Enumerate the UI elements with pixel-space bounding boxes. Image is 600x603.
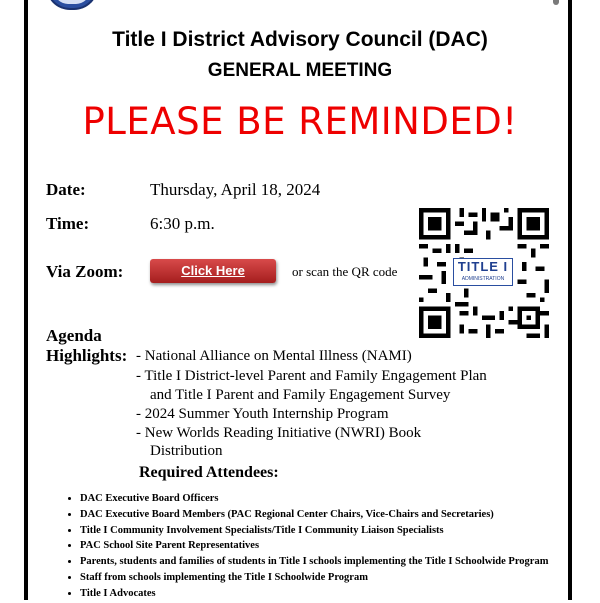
agenda-label: Agenda — [46, 326, 102, 345]
attendee-item: • Title I Advocates — [80, 587, 580, 600]
date-label: Date: — [46, 180, 86, 199]
time-label: Time: — [46, 214, 90, 233]
date-value: Thursday, April 18, 2024 — [150, 180, 321, 199]
agenda-item-continued: Distribution — [150, 443, 223, 459]
page-title: Title I District Advisory Council (DAC) — [112, 28, 488, 51]
page-subtitle: GENERAL MEETING — [207, 60, 393, 81]
agenda-item: - New Worlds Reading Initiative (NWRI) Book — [136, 425, 422, 441]
required-attendees-heading: Required Attendees: — [139, 464, 279, 481]
title-i-administration-logo: TITLE I ADMINISTRATION — [453, 258, 513, 286]
agenda-item: - Title I District-level Parent and Family Engagement Plan — [136, 368, 487, 384]
zoom-label: Via Zoom: — [46, 262, 124, 281]
time-value: 6:30 p.m. — [150, 214, 215, 233]
zoom-click-here-button[interactable]: Click Here — [150, 259, 276, 283]
attendee-item: • Staff from schools implementing the Title I Schoolwide Program — [80, 571, 580, 584]
reminder-heading: PLEASE BE REMINDED! — [82, 100, 518, 143]
attendee-item: • DAC Executive Board Members (PAC Regional Center Chairs, Vice-Chairs and Secretaries) — [80, 508, 580, 521]
attendee-item: • DAC Executive Board Officers — [80, 492, 580, 505]
attendee-item: • Parents, students and families of students in Title I schools implementing the Title I Schoolwide Program — [80, 555, 580, 568]
agenda-item: - National Alliance on Mental Illness (NAMI) — [136, 348, 412, 364]
highlights-label: Highlights: — [46, 346, 128, 365]
scan-qr-text: or scan the QR code — [292, 264, 398, 279]
agenda-item-continued: and Title I Parent and Family Engagement Survey — [150, 387, 451, 403]
agenda-item: - 2024 Summer Youth Internship Program — [136, 406, 389, 422]
attendee-item: • Title I Community Involvement Specialists/Title I Community Liaison Specialists — [80, 524, 580, 537]
attendee-item: • PAC School Site Parent Representatives — [80, 539, 580, 552]
attendee-list — [62, 492, 580, 603]
